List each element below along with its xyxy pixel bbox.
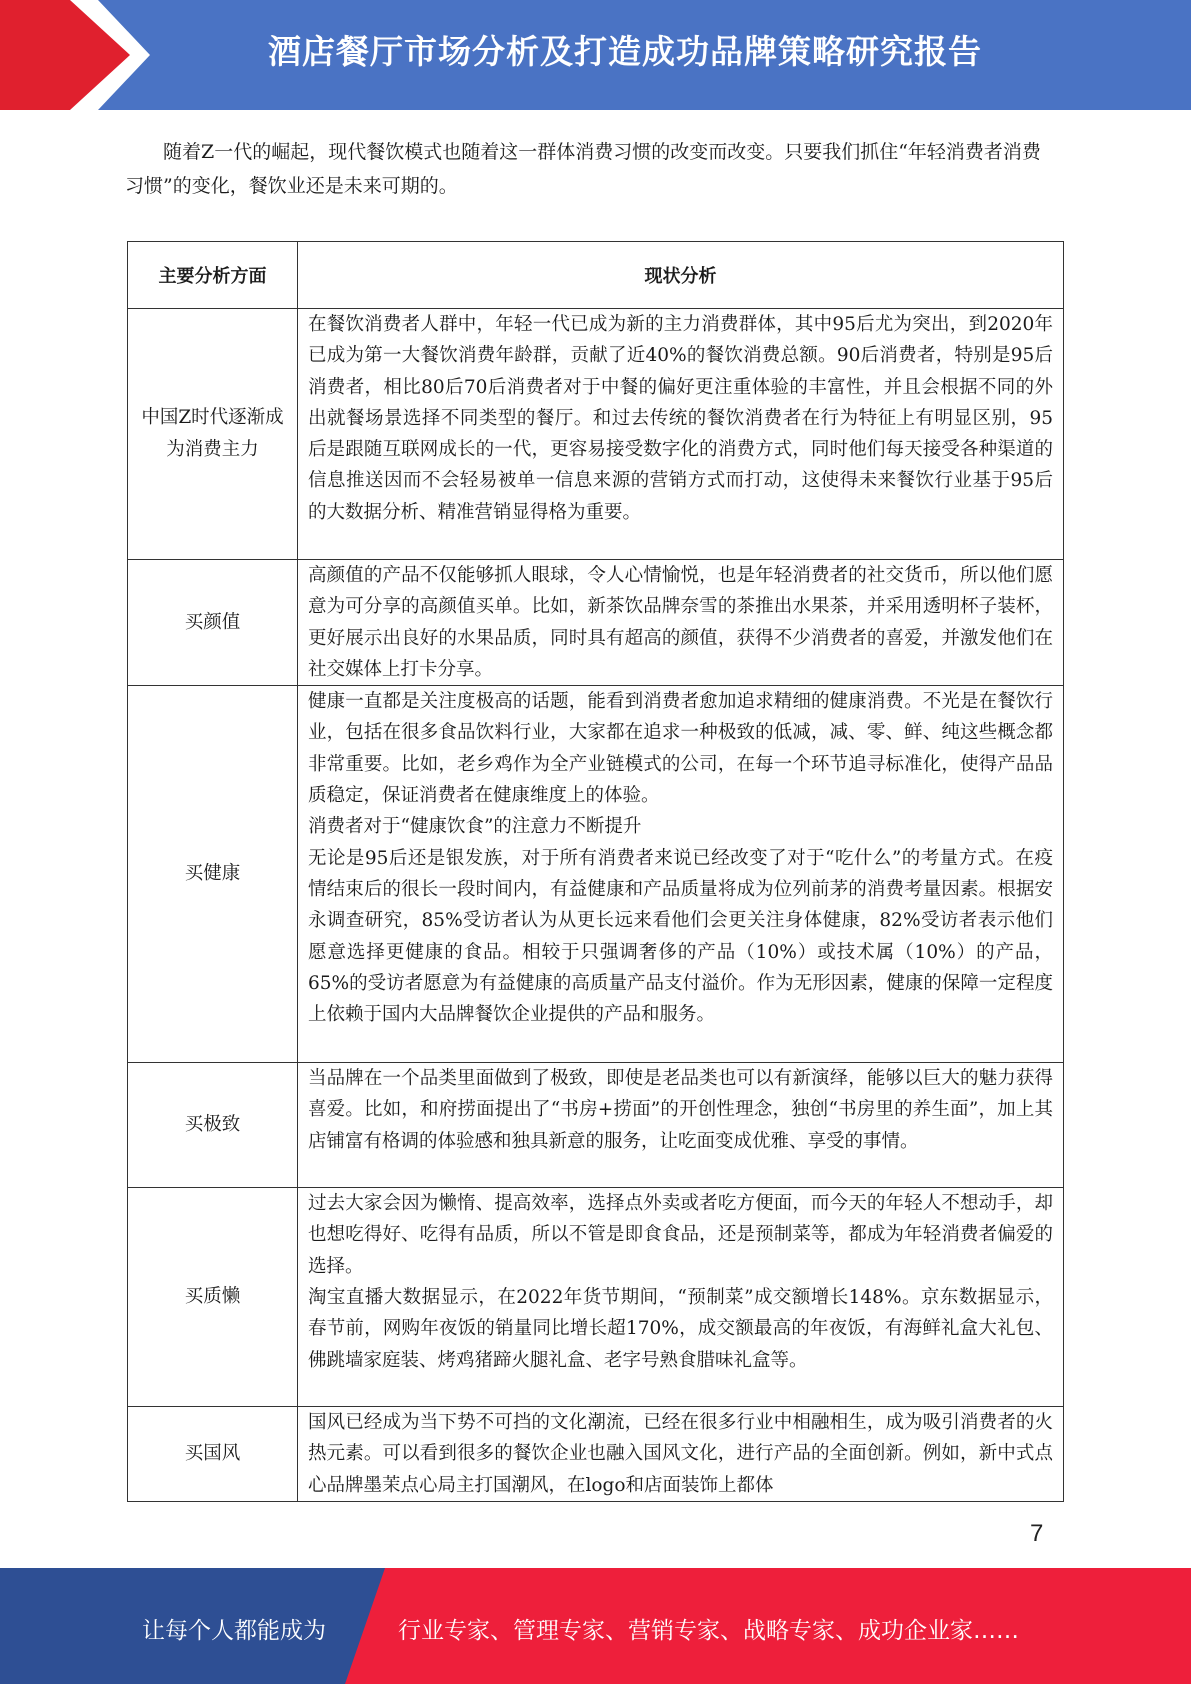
report-title: 酒店餐厅市场分析及打造成功品牌策略研究报告 (268, 32, 982, 71)
page-footer (0, 1568, 1191, 1684)
intro-paragraph: 随着Z一代的崛起，现代餐饮模式也随着这一群体消费习惯的改变而改变。只要我们抓住“年轻消费者消费习惯”的变化，餐饮业还是未来可期的。 (125, 141, 1041, 197)
aspect-cell: 买极致 (128, 1063, 298, 1188)
detail-cell (298, 686, 1064, 1063)
detail-cell (298, 1188, 1064, 1407)
table-row (128, 309, 1064, 560)
aspect-cell: 买健康 (128, 686, 298, 1063)
analysis-table (127, 241, 1064, 1502)
detail-paragraph: 高颜值的产品不仅能够抓人眼球，令人心情愉悦，也是年轻消费者的社交货币，所以他们愿意为可分享的高颜值买单。比如，新茶饮品牌奈雪的茶推出水果茶，并采用透明杯子装杯，更好展示出良好的水果品质，同时具有超高的颜值，获得不少消费者的喜爱，并激发他们在社交媒体上打卡分享。 (308, 565, 1053, 680)
detail-paragraph: 淘宝直播大数据显示，在2022年货节期间，“预制菜”成交额增长148%。京东数据显示，春节前，网购年夜饭的销量同比增长超170%，成交额最高的年夜饭，有海鲜礼盒大礼包、佛跳墙家庭装、烤鸡猪蹄火腿礼盒、老字号熟食腊味礼盒等。 (308, 1287, 1053, 1371)
detail-cell (298, 309, 1064, 560)
table-header-row (128, 242, 1064, 309)
detail-paragraph: 过去大家会因为懒惰、提高效率，选择点外卖或者吃方便面，而今天的年轻人不想动手，却也想吃得好、吃得有品质，所以不管是即食食品，还是预制菜等，都成为年轻消费者偏爱的选择。 (308, 1193, 1053, 1277)
table-row (128, 1188, 1064, 1407)
detail-paragraph: 消费者对于“健康饮食”的注意力不断提升 (308, 816, 642, 838)
aspect-cell: 买颜值 (128, 560, 298, 686)
detail-paragraph: 无论是95后还是银发族，对于所有消费者来说已经改变了对于“吃什么”的考量方式。在疫情结束后的很长一段时间内，有益健康和产品质量将成为位列前茅的消费考量因素。根据安永调查研究，85%受访者认为从更长远来看他们会更关注身体健康，82%受访者表示他们愿意选择更健康的食品。相较于只强调奢侈的产品（10%）或技术属（10%）的产品，65%的受访者愿意为有益健康的高质量产品支付溢价。作为无形因素，健康的保障一定程度上依赖于国内大品牌餐饮企业提供的产品和服务。 (308, 847, 1053, 1026)
aspect-cell: 买国风 (128, 1407, 298, 1502)
aspect-cell: 中国Z时代逐渐成为消费主力 (128, 309, 298, 560)
header-analysis: 现状分析 (298, 242, 1064, 309)
detail-paragraph: 国风已经成为当下势不可挡的文化潮流，已经在很多行业中相融相生，成为吸引消费者的火热元素。可以看到很多的餐饮企业也融入国风文化，进行产品的全面创新。例如，新中式点心品牌墨茉点心局主打国潮风，在logo和店面装饰上都体 (308, 1412, 1053, 1496)
aspect-cell: 买质懒 (128, 1188, 298, 1407)
detail-paragraph: 当品牌在一个品类里面做到了极致，即使是老品类也可以有新演绎，能够以巨大的魅力获得喜爱。比如，和府捞面提出了“书房+捞面”的开创性理念，独创“书房里的养生面”，加上其店铺富有格调的体验感和独具新意的服务，让吃面变成优雅、享受的事情。 (308, 1068, 1053, 1152)
page-header (0, 0, 1191, 110)
detail-cell (298, 560, 1064, 686)
footer-slogan-left: 让每个人都能成为 (142, 1618, 326, 1644)
table-row (128, 560, 1064, 686)
detail-cell (298, 1063, 1064, 1188)
table-row (128, 1407, 1064, 1502)
header-aspect: 主要分析方面 (128, 242, 298, 309)
detail-paragraph: 在餐饮消费者人群中，年轻一代已成为新的主力消费群体，其中95后尤为突出，到2020年已成为第一大餐饮消费年龄群，贡献了近40%的餐饮消费总额。90后消费者，特别是95后消费者，相比80后70后消费者对于中餐的偏好更注重体验的丰富性，并且会根据不同的外出就餐场景选择不同类型的餐厅。和过去传统的餐饮消费者在行为特征上有明显区别，95后是跟随互联网成长的一代，更容易接受数字化的消费方式，同时他们每天接受各种渠道的信息推送因而不会轻易被单一信息来源的营销方式而打动，这使得未来餐饮行业基于95后的大数据分析、精准营销显得格为重要。 (308, 314, 1053, 523)
detail-paragraph: 健康一直都是关注度极高的话题，能看到消费者愈加追求精细的健康消费。不光是在餐饮行业，包括在很多食品饮料行业，大家都在追求一种极致的低减，减、零、鲜、纯这些概念都非常重要。比如，老乡鸡作为全产业链模式的公司，在每一个环节追寻标准化，使得产品品质稳定，保证消费者在健康维度上的体验。 (308, 691, 1053, 807)
detail-cell (298, 1407, 1064, 1502)
header-red-arrow (0, 0, 150, 110)
page-number: 7 (1030, 1520, 1044, 1547)
footer-slogan-right: 行业专家、管理专家、营销专家、战略专家、成功企业家…… (398, 1618, 1019, 1644)
table-row (128, 1063, 1064, 1188)
table-row (128, 686, 1064, 1063)
